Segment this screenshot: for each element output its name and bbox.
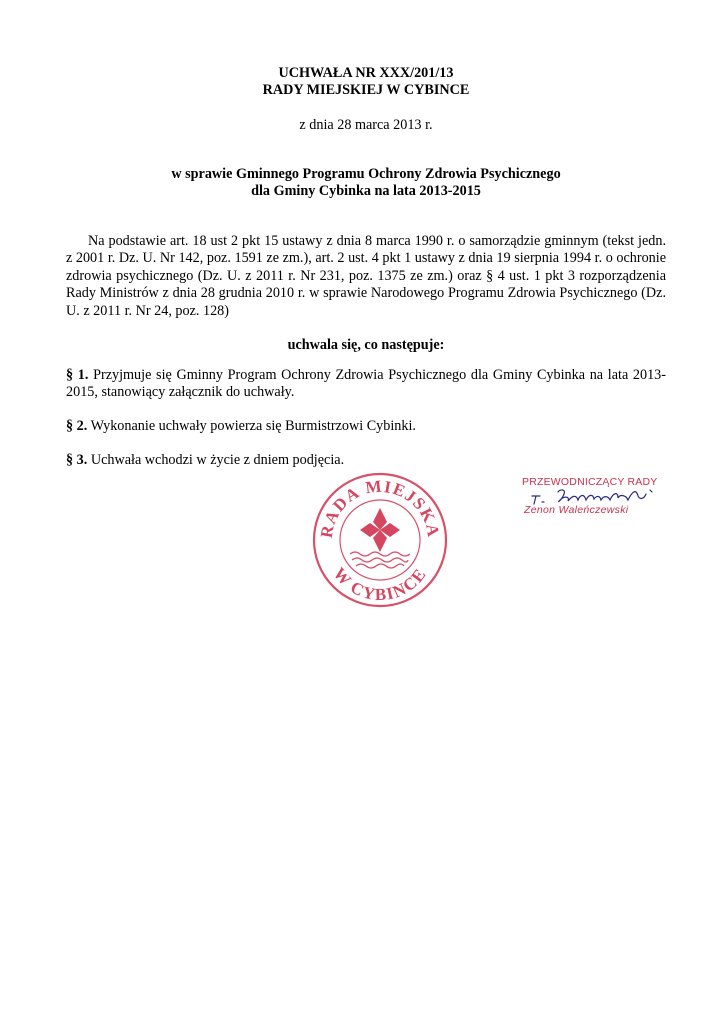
legal-basis-paragraph: Na podstawie art. 18 ust 2 pkt 15 ustawy z dnia 8 marca 1990 r. o samorządzie gminnym (tekst jedn. z 2001 r. Dz. U. Nr 142, poz. 1591 ze zm.), art. 2 ust. 4 pkt 1 ustawy z dnia 19 sierpnia 1994 r. o ochronie zdrowia psychicznego (Dz. U. z 2011 r. Nr 231, poz. 1375 ze zm.) oraz § 4 ust. 1 pkt 3 rozporządzenia Rady Ministrów z dnia 28 grudnia 2010 r. w sprawie Narodowego Programu Zdrowia Psychicznego (Dz. U. z 2011 r. Nr 24, poz. 128) — [66, 233, 666, 319]
section-3-text: Uchwała wchodzi w życie z dniem podjęcia. — [90, 452, 345, 468]
waves-icon — [350, 552, 410, 568]
seal-text-top: RADA MIEJSKA — [316, 476, 444, 540]
section-2 — [66, 418, 666, 435]
section-1-text: Przyjmuje się Gminny Program Ochrony Zdrowia Psychicznego dla Gminy Cybinka na lata 2013-2015, stanowiący załącznik do uchwały. — [66, 367, 667, 401]
subject-line-1: w sprawie Gminnego Programu Ochrony Zdrowia Psychicznego — [171, 166, 561, 182]
section-2-mark: § 2. — [66, 418, 88, 434]
chairman-name: Zenon Waleńczewski — [524, 504, 629, 516]
section-1 — [66, 367, 666, 402]
section-2-text: Wykonanie uchwały powierza się Burmistrzowi Cybinki. — [90, 418, 416, 434]
maltese-cross-icon — [360, 508, 400, 552]
chairman-title: PRZEWODNICZĄCY RADY — [522, 476, 658, 488]
section-3-mark: § 3. — [66, 452, 88, 468]
council-name: RADY MIEJSKIEJ W CYBINCE — [262, 82, 470, 98]
resolution-number: UCHWAŁA NR XXX/201/13 — [278, 65, 454, 81]
section-1-mark: § 1. — [66, 367, 89, 383]
svg-text:W CYBINCE — [330, 564, 431, 604]
council-seal-stamp — [310, 470, 450, 610]
subject-line-2: dla Gminy Cybinka na lata 2013-2015 — [251, 183, 481, 199]
resolution-date: z dnia 28 marca 2013 r. — [299, 117, 433, 133]
seal-text-bottom: W CYBINCE — [329, 563, 431, 605]
chairman-signature-block — [522, 476, 672, 526]
resolves-heading: uchwala się, co następuje: — [287, 337, 445, 353]
section-3 — [66, 452, 666, 469]
